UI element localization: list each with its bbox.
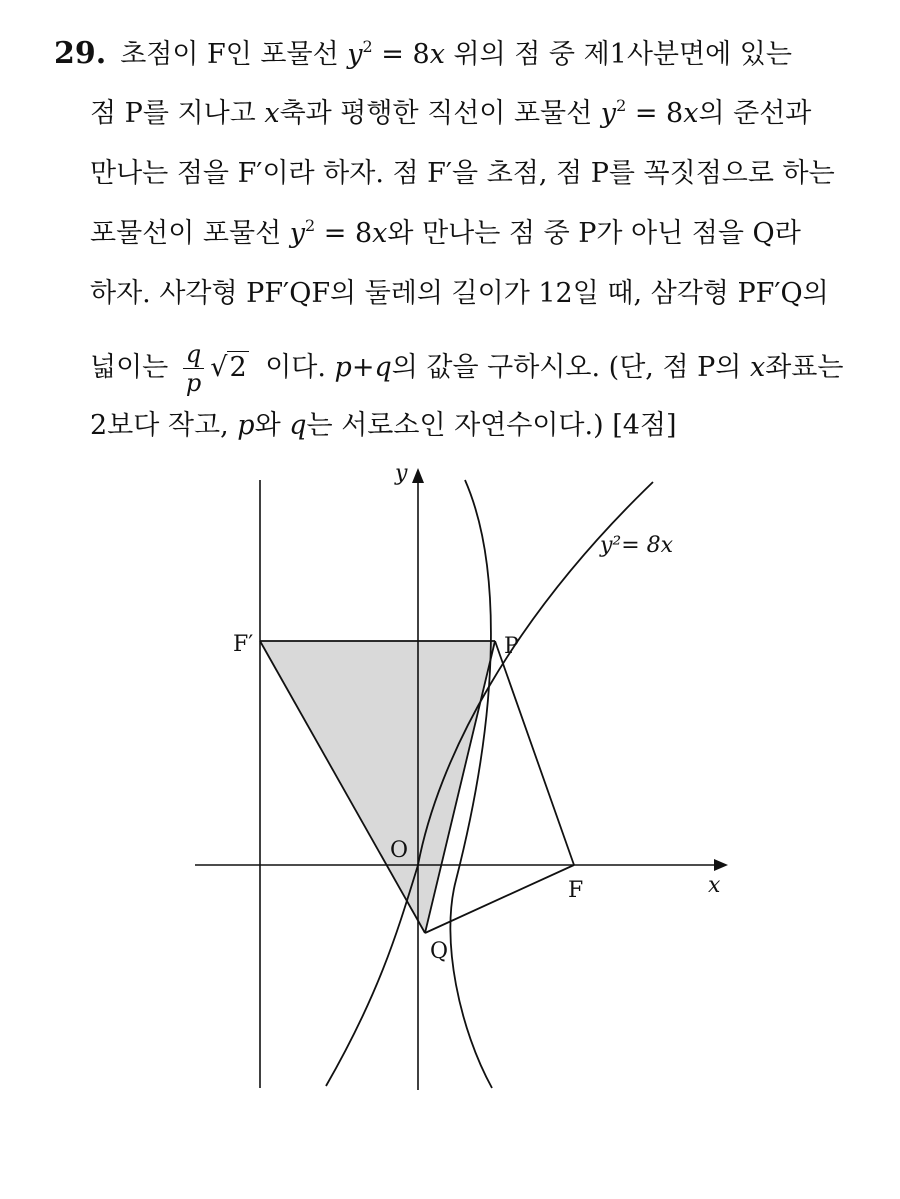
label-F: F bbox=[568, 878, 584, 903]
problem-number: 29. bbox=[54, 36, 107, 71]
label-F-prime: F′ bbox=[233, 632, 254, 657]
segment-F-Q bbox=[425, 865, 574, 933]
sqrt-2: √2 bbox=[210, 352, 247, 383]
label-x: x bbox=[708, 873, 721, 898]
problem-line-4: 포물선이 포물선 $y^2 = 8x$와 만나는 점 중 P가 아닌 점을 Q라 bbox=[90, 216, 801, 249]
problem-line-3: 만나는 점을 F′이라 하자. 점 F′을 초점, 점 P를 꼭짓점으로 하는 bbox=[90, 158, 835, 189]
problem-line-5: 하자. 사각형 PF′QF의 둘레의 길이가 12일 때, 삼각형 PF′Q의 bbox=[90, 278, 829, 309]
fraction-q-over-p: $\frac{q}{p}$ bbox=[183, 340, 204, 397]
y-axis-arrow bbox=[412, 468, 424, 483]
segment-P-F bbox=[495, 641, 574, 865]
label-P: P bbox=[504, 634, 519, 659]
label-Q: Q bbox=[430, 939, 449, 964]
problem-line-7: 2보다 작고, p와 q는 서로소인 자연수이다.) [4점] bbox=[90, 410, 677, 441]
label-curve: y²= 8x bbox=[600, 533, 674, 558]
problem-line-1: 29. 초점이 F인 포물선 $y^2 = 8x$ 위의 점 중 제1사분면에 있는 bbox=[54, 36, 792, 71]
label-y: y bbox=[395, 461, 408, 486]
problem-line-2: 점 P를 지나고 x축과 평행한 직선이 포물선 $y^2 = 8x$의 준선과 bbox=[90, 96, 812, 129]
problem-line-6: 넓이는 $\frac{q}{p}$ √2 이다. p+q의 값을 구하시오. (단, 점 P의 x좌표는 bbox=[90, 340, 844, 397]
x-axis-arrow bbox=[714, 859, 728, 871]
label-O: O bbox=[390, 838, 409, 863]
